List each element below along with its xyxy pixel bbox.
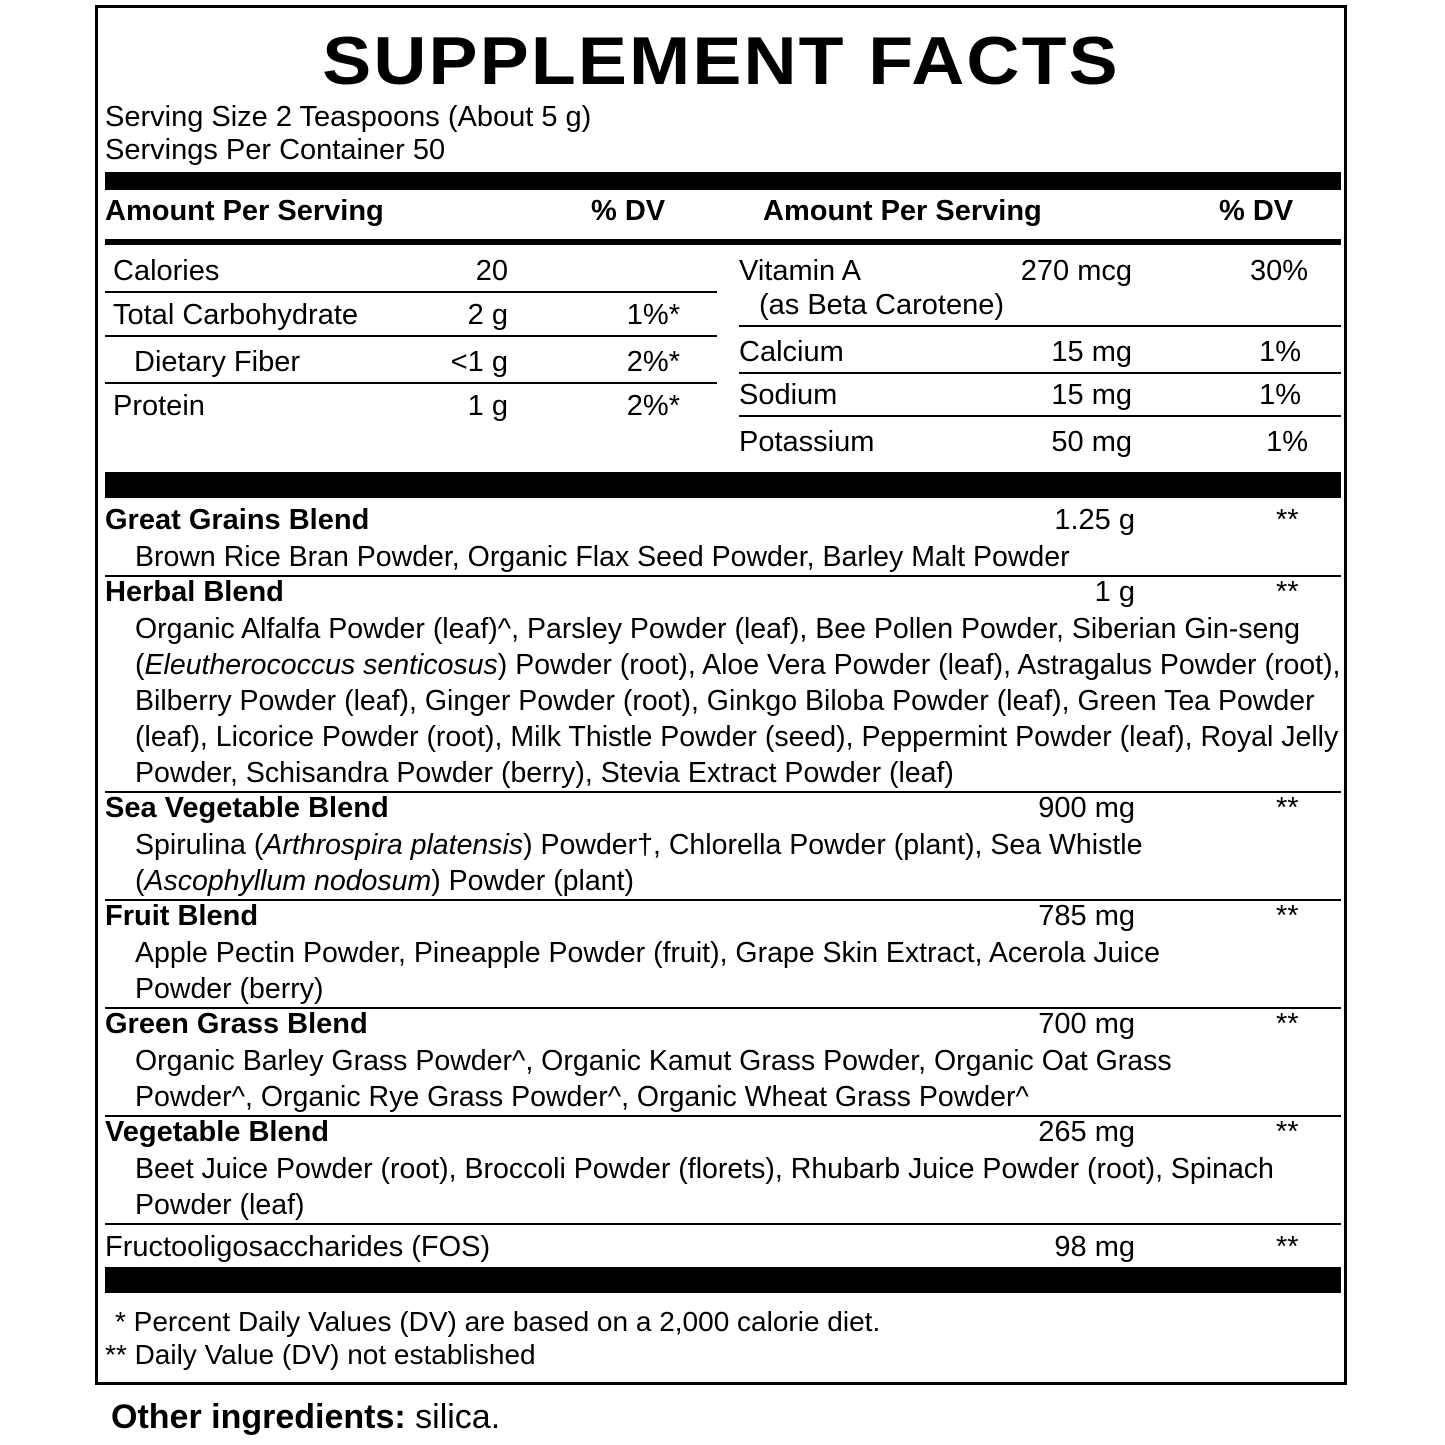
nutrient-amount: 15 mg <box>1051 379 1132 411</box>
nutrient-name: Sodium <box>739 379 838 411</box>
amount-per-serving-header: Amount Per Serving <box>105 195 384 227</box>
blend-name: Vegetable Blend <box>105 1116 330 1148</box>
blend-dv: ** <box>1276 576 1299 608</box>
other-ingredients <box>111 1398 500 1437</box>
nutrient-amount: 15 mg <box>1051 336 1132 368</box>
servings-per-container: Servings Per Container 50 <box>105 134 446 166</box>
row-divider <box>105 575 1341 577</box>
dv-header: % DV <box>591 195 666 227</box>
nutrient-amount: 20 <box>475 255 508 287</box>
blend-amount: 700 mg <box>1038 1008 1135 1040</box>
nutrient-name: Dietary Fiber <box>134 346 300 378</box>
nutrient-sub: (as Beta Carotene) <box>759 289 1005 321</box>
blend-dv: ** <box>1276 1116 1299 1148</box>
nutrient-amount: 270 mcg <box>1020 255 1132 287</box>
amount-per-serving-header-right: Amount Per Serving <box>763 195 1042 227</box>
fos-amount: 98 mg <box>1054 1231 1135 1263</box>
other-ingredients-label: Other ingredients: <box>111 1398 406 1436</box>
ingredient-text: Organic Alfalfa Powder (leaf)^, Parsley Powder (leaf), Bee Pollen Powder, Siberian Gin-seng ( <box>135 613 1301 681</box>
row-divider <box>739 325 1341 327</box>
nutrient-name: Calcium <box>739 336 844 368</box>
blend-name: Green Grass Blend <box>105 1008 368 1040</box>
thick-divider <box>105 472 1341 498</box>
nutrient-dv: 1%* <box>626 299 680 331</box>
other-ingredients-value: silica. <box>405 1398 501 1436</box>
serving-size: Serving Size 2 Teaspoons (About 5 g) <box>105 101 592 133</box>
blend-ingredients: Organic Barley Grass Powder^, Organic Kamut Grass Powder, Organic Oat Grass Powder^, Organic Rye Grass Powder^, Organic Wheat Grass Powder^ <box>135 1045 1172 1113</box>
nutrient-dv: 1% <box>1259 379 1301 411</box>
supplement-facts-panel <box>95 5 1347 1385</box>
blend-ingredients <box>135 827 1215 899</box>
nutrient-name: Potassium <box>739 426 875 458</box>
nutrient-amount: 2 g <box>467 299 508 331</box>
nutrient-amount: <1 g <box>450 346 508 378</box>
ingredient-text: Spirulina ( <box>135 829 264 861</box>
nutrient-dv: 30% <box>1249 255 1308 287</box>
nutrient-amount: 50 mg <box>1051 426 1132 458</box>
blend-amount: 1.25 g <box>1054 504 1135 536</box>
dv-header-right: % DV <box>1219 195 1294 227</box>
blend-dv: ** <box>1276 504 1299 536</box>
row-divider <box>739 415 1341 417</box>
blend-dv: ** <box>1276 1008 1299 1040</box>
ingredient-latin-name: Eleutherococcus senticosus <box>144 649 498 681</box>
thick-divider <box>105 1267 1341 1293</box>
blend-ingredients: Brown Rice Bran Powder, Organic Flax Seed Powder, Barley Malt Powder <box>135 541 1070 573</box>
blend-name: Sea Vegetable Blend <box>105 792 389 824</box>
fos-dv: ** <box>1276 1231 1299 1263</box>
nutrient-dv: 1% <box>1266 426 1308 458</box>
ingredient-text: ) Powder†, Chlorella Powder (plant), Sea Whistle ( <box>135 829 1143 897</box>
row-divider <box>105 382 717 384</box>
blend-ingredients: Apple Pectin Powder, Pineapple Powder (fruit), Grape Skin Extract, Acerola Juice Powder (berry) <box>135 937 1160 1005</box>
fos-name: Fructooligosaccharides (FOS) <box>105 1231 491 1263</box>
ingredient-latin-name: Ascophyllum nodosum <box>144 865 432 897</box>
blend-name: Great Grains Blend <box>105 504 370 536</box>
ingredient-text: ) Powder (plant) <box>431 865 634 897</box>
blend-name: Fruit Blend <box>105 900 259 932</box>
footnote-dv-basis: * Percent Daily Values (DV) are based on a 2,000 calorie diet. <box>115 1306 881 1337</box>
nutrient-name: Vitamin A <box>739 255 861 287</box>
nutrient-dv: 2%* <box>626 346 680 378</box>
ingredient-text: ) Powder (root), Aloe Vera Powder (leaf), Astragalus Powder (root), Bilberry Powder (leaf), Ginger Powder (root), Ginkgo Biloba Powder (leaf), Green Tea Powder (leaf), Licorice Powder (root), Milk Thistle Powder (seed), Peppermint Powder (leaf), Royal Jelly Powder, Schisandra Powder (berry), Stevia Extract Powder (leaf) <box>135 649 1341 789</box>
row-divider <box>105 899 1341 901</box>
row-divider <box>105 1223 1341 1225</box>
footnote-dv-not-established: ** Daily Value (DV) not established <box>105 1339 536 1370</box>
blend-dv: ** <box>1276 900 1299 932</box>
blend-amount: 1 g <box>1094 576 1135 608</box>
thick-divider <box>105 172 1341 190</box>
row-divider <box>105 335 717 337</box>
row-divider <box>105 291 717 293</box>
blend-dv: ** <box>1276 792 1299 824</box>
nutrient-name: Total Carbohydrate <box>113 299 359 331</box>
blend-ingredients: Beet Juice Powder (root), Broccoli Powder (florets), Rhubarb Juice Powder (root), Spinach Powder (leaf) <box>135 1153 1274 1221</box>
nutrient-amount: 1 g <box>467 390 508 422</box>
blend-ingredients <box>135 611 1347 791</box>
blend-amount: 265 mg <box>1038 1116 1135 1148</box>
blend-amount: 900 mg <box>1038 792 1135 824</box>
blend-name: Herbal Blend <box>105 576 284 608</box>
row-divider <box>739 372 1341 374</box>
panel-title: SUPPLEMENT FACTS <box>322 23 1120 99</box>
ingredient-latin-name: Arthrospira platensis <box>263 829 524 861</box>
blend-amount: 785 mg <box>1038 900 1135 932</box>
medium-divider <box>105 239 1341 245</box>
nutrient-name: Protein <box>113 390 205 422</box>
nutrient-dv: 2%* <box>626 390 680 422</box>
nutrient-dv: 1% <box>1259 336 1301 368</box>
nutrient-name: Calories <box>113 255 220 287</box>
